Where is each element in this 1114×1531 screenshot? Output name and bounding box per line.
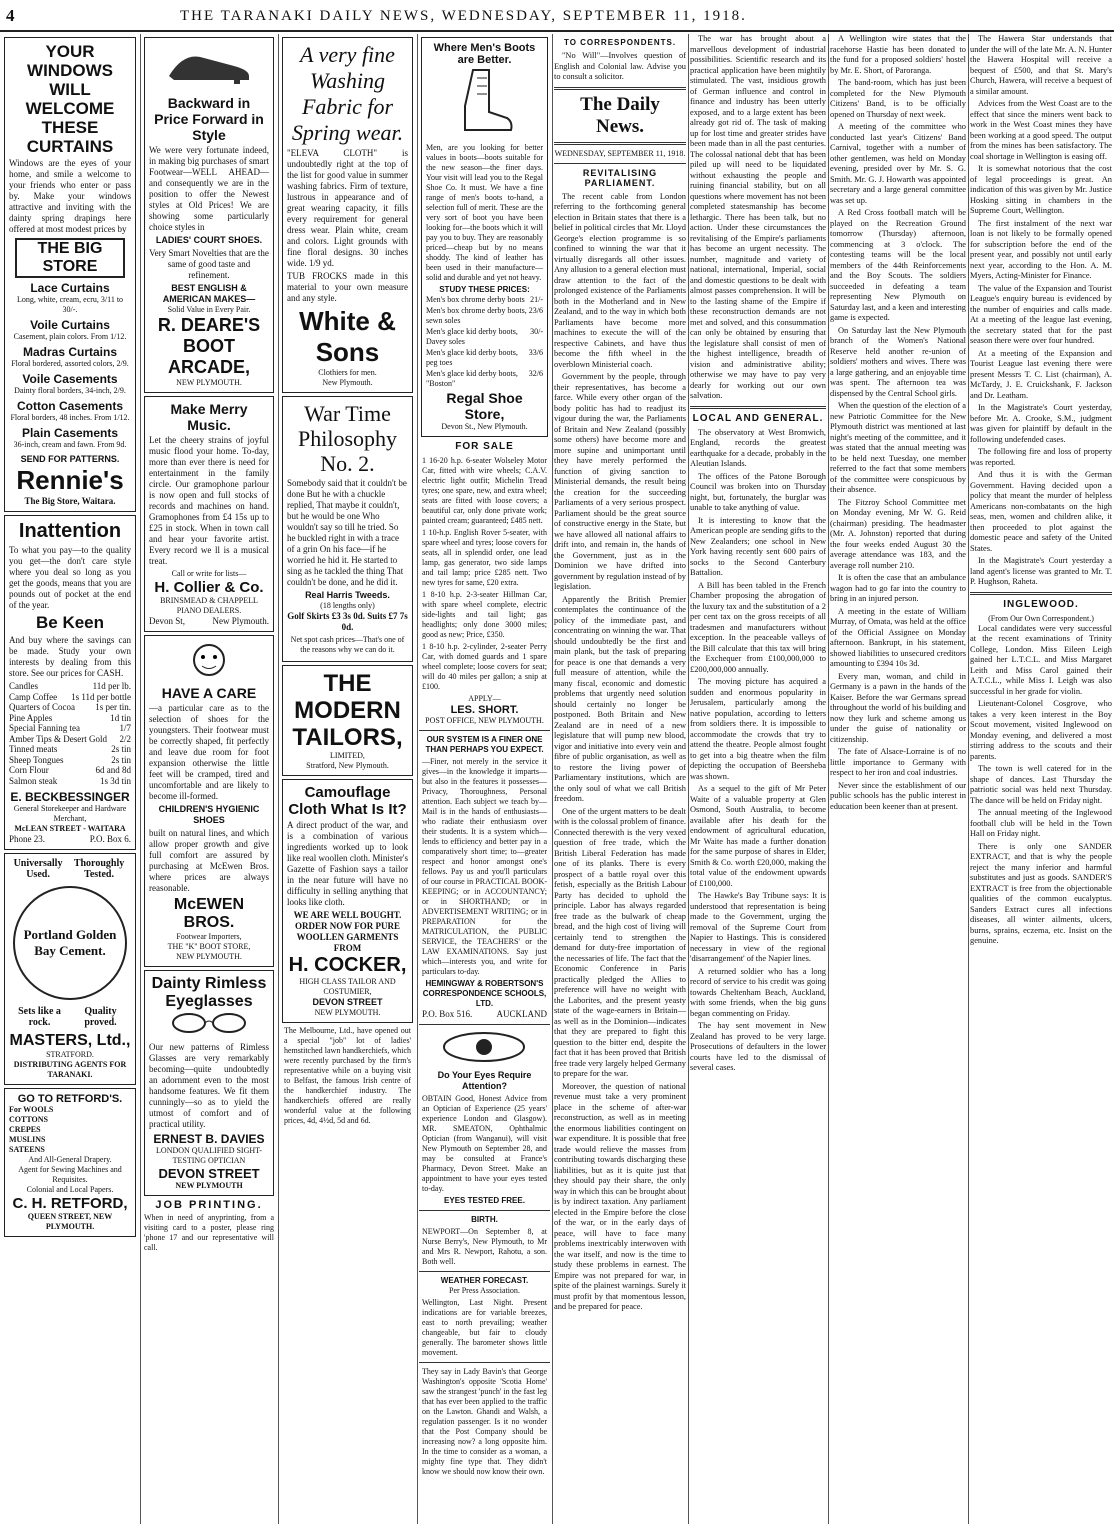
collier-sub: BRINSMEAD & CHAPPELL PIANO DEALERS.: [160, 596, 258, 615]
regal-price-item: Men's box chrome derby boots: [426, 295, 525, 304]
masters-agents: DISTRIBUTING AGENTS FOR TARANAKI.: [13, 1060, 127, 1079]
merchant-address: McLEAN STREET - WAITARA: [14, 824, 126, 833]
deare-town: NEW PLYMOUTH.: [176, 378, 242, 387]
price-value: 1s 3d tin: [99, 775, 131, 786]
regal-price-value: 21/-: [530, 295, 543, 304]
local-paragraph: When the question of the election of a new Patriotic Committee for the New Plymouth district was mentioned at last night's meeting of the committee, and it was stated that the annual meeting was to be held next Tuesday, one member referred to the fact that some members of the committee were conspicuous by their absence.: [830, 401, 966, 494]
news-paragraph: Advices from the West Coast are to the effect that since the miners went back to work in the West Coast mines they have been working at a good speed. The output from the mines has been satisfactory. The coal shortage in Wellington is easing off.: [970, 99, 1112, 161]
local-items: [830, 34, 966, 812]
davies-town: NEW PLYMOUTH: [175, 1181, 243, 1190]
deare-ad: [144, 37, 274, 393]
editorial-headline: REVITALISING PARLIAMENT.: [582, 167, 658, 188]
cocker-sub: HIGH CLASS TAILOR AND COSTUMIER,: [299, 977, 396, 996]
merchant-box: P.O. Box 6.: [89, 834, 131, 844]
printing-headline: JOB PRINTING.: [155, 1199, 263, 1211]
inglewood-paragraph: There is only one SANDER EXTRACT, and that is why the people reject the many inferior and harmful substitutes and just as goods. SANDER'S EXTRACT is free from the objectionable qualities of the common eucalyptus. Sanders Extract cures all infections diseases, all winter ailments, ulcers, burns, sprains, eczema, etc. Insist on the genuine.: [970, 841, 1112, 945]
boot-icon: [455, 66, 515, 136]
price-row: [9, 734, 131, 745]
price-value: 2/2: [119, 733, 131, 744]
cement-right: Thoroughly Tested.: [73, 858, 125, 880]
price-item: Candles: [9, 681, 38, 691]
regal-street: Devon St., New Plymouth.: [441, 421, 528, 431]
regal-price-list: [426, 295, 543, 390]
local-paragraph: The observatory at West Bromwich, England, records the greatest earthquake for a decade, probably in the Aleutian Islands.: [690, 427, 826, 468]
inglewood-paragraph: The town is well catered for in the shape of dances. Last Thursday the patriotic social was held next Thursday. The dance will be held on Friday night.: [970, 764, 1112, 805]
inattention-ad: [4, 515, 136, 850]
curtain-item-name: Voile Curtains: [30, 318, 110, 332]
cocker-street: DEVON STREET: [312, 997, 383, 1007]
forsale-item: 1 10-h.p. English Rover 5-seater, with spare wheel and tyres; loose covers for seats, all in splendid order, one lead lamp, gas generator, two side lamps and tail lamp; price £285 nett. Two new tyres for same, £20 extra.: [422, 527, 547, 587]
eyes-ad: [422, 1029, 547, 1206]
local-general-headline: LOCAL AND GENERAL.: [692, 412, 824, 424]
davies-name: ERNEST B. DAVIES: [153, 1132, 265, 1146]
column-2: [142, 34, 276, 1524]
modern-tailors-ad: [282, 665, 413, 776]
column-rule: [968, 34, 969, 1524]
inglewood-paragraph: Local candidates were very successful at the recent examinations of Trinity College, London. Miss Eileen Leigh gained her L.T.C.L. and Miss Margaret Leith and Miss Carol gained their A.T.C.L., while Miss I. Leigh was also successful in her grade for violin.: [970, 623, 1112, 696]
mcewen-body2: built on natural lines, and which allow proper growth and give full comfort are assured by purchasing at McEwen Bros. where prices are always reasonable.: [149, 828, 269, 893]
curtains-list: [9, 281, 131, 450]
retford-drapery: And All-General Drapery.: [28, 1155, 112, 1164]
retford-papers: Colonial and Local Papers.: [26, 1185, 114, 1194]
retford-list: [9, 1105, 131, 1155]
editorial-paragraph: The war has brought about a marvellous development of industrial possibilities. Scientific research and its practical application have been mightily stimulated. The vast, insidious growth of German influence and control in finance and industry has been utterly exposed, and to a large extent has been already got rid of. The task of making up for lost time and greater strides have been made than in all the past centuries. The colossal national debt that has been piled up will need to be liquidated without exhausting the people and ruining financial stability, but on all questions where movement has not been completed statesmanship has become lethargic. There has been talk, but no action. Under these circumstances the revitalising of the Empire's parliaments has become an urgent necessity. The number, magnitude and variety of national, international, Imperial, social and domestic questions to be dealt with almost passes comprehension. It will be to the lasting shame of the Empire if these reconstruction demands are not met and solved, and this consummation can only be obtained by ensuring that the legislature shall consist of men of the highest intelligence, breadth of vision and administrative ability; otherwise we may have to pay very dearly for working out our own salvation.: [690, 34, 826, 400]
short-prices: Golf Skirts £3 3s 0d. Suits £7 7s 0d.: [287, 611, 408, 632]
merchant-phone: Phone 23.: [9, 834, 45, 844]
curtains-headline: YOUR WINDOWS WILL WELCOME THESE CURTAINS: [25, 42, 115, 156]
curtain-item-name: Plain Casements: [21, 426, 119, 440]
price-value: 11d per lb.: [92, 681, 131, 691]
local-paragraph: The Fitzroy School Committee met on Monday evening, Mr W. G. Reid (chairman) presiding. The headmaster (Mr. A. Johnston) reported that during the four weeks ended August 30 the average attendance was 183, and the average roll number 210.: [830, 497, 966, 570]
weather-sub: Per Press Association.: [449, 1285, 520, 1295]
local-paragraph: A meeting in the estate of William Murray, of Omata, was held at the office of the Official Assignee on Monday afternoon. Bankrupt, in his statement, showed liabilities to unsecured creditors amounting to £394 10s 3d.: [830, 606, 966, 668]
forsale-list: [422, 456, 547, 692]
cocker-name: H. COCKER,: [288, 954, 407, 976]
news-paragraph: The value of the Expansion and Tourist League's enquiry bureau is evidenced by the number of enquiries and calls made. At a meeting of the league last evening, the secretary stated that for the past season there were over four hundred.: [970, 283, 1112, 345]
column-1: [2, 34, 138, 1524]
send-patterns: SEND FOR PATTERNS.: [20, 454, 120, 464]
birth-headline: BIRTH.: [471, 1214, 498, 1224]
forsale-office: POST OFFICE, NEW PLYMOUTH.: [425, 715, 544, 725]
regal-price-row: [426, 306, 543, 327]
price-item: Special Fanning tea: [9, 723, 80, 733]
white-town: New Plymouth.: [322, 378, 373, 387]
deare-headline: Backward in Price Forward in Style: [154, 95, 264, 143]
birth-body: NEWPORT—On September 8, at Nurse Berry's, New Plymouth, to Mr and Mrs R. Newport, Rahotu, a son. Both well.: [422, 1226, 547, 1266]
retford-line: MUSLINS: [9, 1135, 46, 1144]
editorial-paragraph: One of the urgent matters to be dealt with is the colossal problem of finance. Connected therewith is the very vexed question of free trade, which the British Liberal Federation has made one of its planks. There is every prospect of a battle royal over this fetish, especially as the British Labour Party has decided to uphold the principle. Labor has always regarded free trade as the bulwark of cheap bread, and the high cost of living will certainly tend to strengthen the demand for duty-free importation of the necessaries of life. The fact that the Economic Conference in Paris practically pledged the Allies to preference will have no weight with the Laborites, and the present yeasty state of the wage-earners in Britain—as well as in the Dominion—indicates that they are prepared to fight this question to the bitter end, despite the fact that it has been proved that British free trade very largely helped Germany to prepare for the war.: [554, 806, 686, 1078]
local-paragraph: A Bill has been tabled in the French Chamber proposing the abrogation of the luxury tax and the substitution of a 2 per cent tax on the gross receipts of all tradesmen and manufacturers without exception. In the peaceable valleys of the Bill calculate that this tax will bring the Exchequer from £100,000,000 to £200,000,000 annually.: [690, 580, 826, 674]
column-6: [690, 34, 826, 1524]
regal-body: Men, are you looking for better values in boots—boots suitable for the new season—the finer days. Your visit will lead you to the Regal Shoe Co. It must. We have a fine range of men's boots to-hand, a selection full of merit. These are the very sort of boot you have been looking for—the boots which it will pay you to buy. They are reasonably priced—cheap but by no means shoddy. The kind of leather has been used in their manufacture—solid and durable and yet not heavy.: [426, 143, 543, 282]
regal-study: STUDY THESE PRICES:: [439, 285, 530, 294]
shoe-icon: [164, 46, 254, 86]
column-rule: [828, 34, 829, 1524]
eyes-tested: EYES TESTED FREE.: [444, 1195, 525, 1205]
hemingway-ad: [422, 735, 547, 1020]
editorial-continued: [690, 34, 826, 402]
retford-line: SATEENS: [9, 1145, 45, 1154]
rennies-sub: The Big Store, Waitara.: [24, 496, 116, 506]
mcewen-ad: [144, 635, 274, 967]
davies-ad: [144, 970, 274, 1196]
inglewood-paragraph: The annual meeting of the Inglewood football club will be held in the Town Hall on Friday night.: [970, 808, 1112, 838]
inglewood-body: [970, 624, 1112, 947]
editorial-paragraph: Moreover, the question of national revenue must take a very prominent place in the scheme of after-war reconstruction, as well as in meeting the enormous liabilities contingent on war expenditure. It is possible that free trade would relieve the masses from contributing towards discharging these liabilities, but as it is quite just that they should pay their share, the only way in which this can be brought about is by indirect taxation. Any parliament elected in the Empire before the close of the war, or in the early days of peace, will have to face many problems inextricably interwoven with the war itself, and now is the time to study these problems in earnest. The Empire was not prepared for war, in spite of the plainest warnings. Surely it must profit by that momentous lesson, and be prepared for peace.: [554, 1081, 686, 1311]
regal-price-row: [426, 348, 543, 369]
regal-price-row: [426, 369, 543, 390]
corr-body: "No Will"—Involves question of English and Colonial law. Advise you to consult a solicitor.: [554, 51, 686, 81]
hemingway-town: AUCKLAND: [496, 1008, 547, 1019]
davies-body: Our new patterns of Rimless Glasses are very remarkably becoming—quite undoubtedly an adornment even to the most handsome features. We fit them cunningly—so as to yield the utmost of comfort and of practical utility.: [149, 1042, 269, 1129]
curtain-item-desc: 36-inch, cream and fawn. From 9d.: [13, 440, 127, 449]
column-8: [970, 34, 1112, 1524]
column-3: [280, 34, 415, 1524]
news-paragraph: In the Magistrate's Court yesterday, before Mr. A. Crooke, S.M., judgment was given for plaintiff by default in the following undefended cases.: [970, 403, 1112, 444]
local-paragraph: The hay sent movement in New Zealand has proved to be very large. Prosecutions of defaulters in the lower courts have led to the dismissal of several cases.: [690, 1021, 826, 1072]
editorial-body: [554, 192, 686, 1313]
regal-price-value: 30/-: [530, 326, 543, 336]
price-item: Salmon steak: [9, 775, 58, 786]
cement-circle: Portland Golden Bay Cement.: [13, 886, 127, 1000]
column-rule: [278, 34, 279, 1524]
hemingway-headline: OUR SYSTEM IS A FINER ONE THAN PERHAPS YOU EXPECT.: [425, 734, 544, 754]
mcewen-sub: CHILDREN'S HYGIENIC SHOES: [158, 804, 260, 825]
forsale-item: 1 16-20 h.p. 6-seater Wolseley Motor Car, fitted with wire wheels; C.A.V. electric light outfit; Michelin Tread tyres; one spare, new, and extra wheel; seats are fitted with loose covers; a beautiful car, only done private work; painted cream; guaranteed; £485 nett.: [422, 455, 547, 525]
modern-towns: Stratford, New Plymouth.: [306, 761, 389, 770]
mcewen-town: NEW PLYMOUTH.: [176, 952, 242, 961]
collier-body: Let the cheery strains of joyful music flood your home. To-day, more than ever there is need for entertainment in the family circle. Our gramophone parlour is now open and full stocks of records and machines on hand. Gramophones from £4 15s up to £25 in stock. When in town call and hear your favorite artist. Every record we ll is a musical treat.: [149, 435, 269, 566]
curtain-item-desc: Floral bordered, assorted colors, 2/9.: [11, 359, 129, 368]
regal-price-row: [426, 327, 543, 348]
regal-price-value: 32/6: [528, 368, 543, 378]
weather-body: Wellington, Last Night. Present indications are for variable breezes, east to north prevailing; weather changeable, but fair to cloudy generally. The barometer shows little movement.: [422, 1297, 547, 1357]
item-body: They say in Lady Bavin's that George Washington's opposite 'Scotia Home' saw the strangest 'punch' in the fast leg that has ever been applied to the traffic on the Lawton. Ghandi and Walsh, a regulation passenger. Is it no wonder that the Post Company should be increasing now? a long opposite him. In the time to consider as a woman, a mighty fine type that. They didn't know we should now know their own.: [422, 1366, 547, 1476]
retford-agent: Agent for Sewing Machines and Requisites.: [18, 1165, 122, 1184]
regal-price-row: [426, 295, 543, 306]
retford-line: CREPES: [9, 1125, 41, 1134]
inglewood-paragraph: Lieutenant-Colonel Cosgrove, who takes a very keen interest in the Boy Scout movement, visited Inglewood on Monday evening, and delivered a most stirring address to the scouts and their parents.: [970, 699, 1112, 761]
forsale-item: 1 8-10 h.p. 2-3-seater Hillman Car, with spare wheel complete, electric side-lights and tail light; gas headlights; only done 3000 miles; good as new; Price, £350.: [422, 589, 547, 639]
white-sons-ad: [282, 37, 413, 393]
cement-left2: Sets like a rock.: [18, 1006, 61, 1028]
price-item: Tinned meats: [9, 744, 58, 754]
price-item: Camp Coffee: [9, 691, 58, 702]
curtain-item-desc: Floral borders, 48 inches. From 1/12.: [10, 413, 130, 422]
printing-ad: [144, 1199, 274, 1253]
white-sub: Clothiers for men.: [318, 368, 377, 377]
hemingway-box: P.O. Box 516.: [422, 1008, 473, 1019]
hemingway-name: HEMINGWAY & ROBERTSON'S CORRESPONDENCE SCHOOLS, LTD.: [422, 978, 547, 1008]
mcewen-headline: HAVE A CARE: [161, 685, 257, 701]
curtain-item-desc: Long, white, cream, ecru, 3/11 to 30/-.: [16, 295, 124, 314]
mcewen-name: McEWEN BROS.: [173, 896, 245, 931]
inattention-headline: Inattention: [18, 520, 122, 542]
price-item: Pine Apples: [9, 712, 53, 723]
white-sons-logo: White & Sons: [299, 306, 396, 367]
white-body: "ELEVA CLOTH" is undoubtedly right at the top of the list for good value in summer washing fabrics. Firm of texture, lustrous in appearance and of great wearing capacity, it fills every requirement for general dress wear. Plain white, cream and colors. Light grounds with fine floral designs. 30 inches wide. 1/9 yd.: [287, 148, 408, 268]
news-items: [970, 34, 1112, 588]
curtain-item-desc: Casement, plain colors. From 1/12.: [13, 332, 127, 341]
inglewood-headline: INGLEWOOD.: [1003, 598, 1079, 610]
price-list: [9, 681, 131, 786]
collier-name: H. Collier & Co.: [154, 579, 264, 596]
masters-town: STRATFORD.: [46, 1050, 94, 1059]
local-paragraph: The offices of the Patone Borough Council was broken into on Thursday night, but, fortunately, the burglar was unable to take anything of value.: [690, 471, 826, 512]
column-rule: [417, 34, 418, 1524]
local-paragraph: The moving picture has acquired a sudden and enormous popularity in Jerusalem, particularly among the native population, according to letters from soldiers there. It is impossible to accommodate the crowds that try to attend the theatre. People almost fought to get into a big theatre when the film depicting the occupation of Beersheba was shown.: [690, 677, 826, 781]
local-paragraph: A returned soldier who has a long record of service to his credit was going towards Cheltenham Beach, Auckland, with some friends, when the big guns began commenting on Friday.: [690, 966, 826, 1018]
column-rule: [552, 34, 553, 1524]
price-value: 1s per tin.: [95, 702, 131, 712]
modern-sub: LIMITED,: [330, 751, 365, 760]
local-paragraph: It is interesting to know that the American people are sending gifts to the New Zealanders; one school in New York having recently sent 600 pairs of socks to the Second Canterbury Battalion.: [690, 515, 826, 577]
column-rule: [688, 34, 689, 1524]
column-5: [554, 34, 686, 1524]
big-store-logo: THE BIG STORE: [15, 238, 125, 278]
davies-sub: LONDON QUALIFIED SIGHT-TESTING OPTICIAN: [156, 1146, 262, 1165]
curtains-ad: [4, 37, 136, 512]
retford-headline: GO TO RETFORD'S.: [17, 1093, 123, 1105]
retford-ad: [4, 1088, 136, 1237]
deare-sub: LADIES' COURT SHOES.: [155, 235, 263, 245]
price-value: 1d tin: [110, 712, 131, 723]
melbourne-notice: The Melbourne, Ltd., have opened out a special "job" lot of ladies' hemstitched lawn handkerchiefs, which were recently purchased by the firm's representative while on a buying visit to Belfast, the famous Irish centre of the handkerchief industry. The handkerchiefs offered are really wonderful value at the following prices, 4d, 4½d, 5d and 6d.: [284, 1026, 411, 1125]
masters-name: MASTERS, Ltd.,: [9, 1032, 131, 1049]
cement-ad: [4, 853, 136, 1085]
mcewen-sub2: Footwear Importers,: [176, 932, 242, 941]
davies-headline: Dainty Rimless Eyeglasses: [151, 975, 267, 1010]
price-row: [9, 702, 131, 713]
news-paragraph: The Hawera Star understands that under the will of the late Mr. A. N. Hunter the Hawera Hospital will receive a bequest of £500, and that St. Mary's Church, Hawera, will receive a bequest of a similar amount.: [970, 34, 1112, 96]
regal-headline: Where Men's Boots are Better.: [433, 42, 536, 66]
daily-news-title: The Daily News.: [580, 93, 660, 137]
curtain-item-name: Voile Casements: [22, 372, 118, 386]
local-paragraph: A Red Cross football match will be played on the Recreation Ground tomorrow (Thursday) afternoon, commencing at 3 o'clock. The contesting teams will be the local members of the 44th Reinforcements and the Boy Scouts. The soldiers succeeded in defeating a team representing New Plymouth on Saturday last, and a keen and interesting game is expected.: [830, 208, 966, 322]
column-rule: [140, 34, 141, 1524]
dateline: WEDNESDAY, SEPTEMBER 11, 1918.: [554, 148, 686, 158]
eyes-body: OBTAIN Good, Honest Advice from an Optician of Experience (25 years' experience London and Glasgow). MR. SMEATON, Ophthalmic Optician (from Wanganui), will visit New Plymouth on September 28, and may be consulted at France's Pharmacy, Devon Street. Make an appointment to have your eyes tested to-day.: [422, 1093, 547, 1193]
deare-makers: BEST ENGLISH & AMERICAN MAKES—: [162, 283, 256, 304]
cement-left: Universally Used.: [13, 858, 63, 880]
regal-price-item: Men's glace kid derby boots, Davey soles: [426, 326, 518, 346]
deare-body: We were very fortunate indeed, in making big purchases of smart Footwear—WELL AHEAD—and consequently we are in the position to offer the Newest styles at Old Prices! We are showing some particularly choice styles in: [149, 145, 269, 232]
retford-street: QUEEN STREET, NEW PLYMOUTH.: [27, 1212, 113, 1231]
mcewen-store: THE "K" BOOT STORE,: [167, 942, 251, 951]
news-paragraph: It is somewhat notorious that the cost of legal proceedings is great. An indication of this was given by Mr. Justice Hosking sitting in chambers in the Supreme Court, Wellington.: [970, 164, 1112, 215]
local-paragraph: The fate of Alsace-Lorraine is of no little importance to Germany with respect to her iron and coal industries.: [830, 747, 966, 777]
price-item: Corn Flour: [9, 765, 49, 775]
forsale-section: [422, 441, 547, 726]
price-row: [9, 681, 131, 692]
be-keen-body: And buy where the savings can be made. Study your own interests by dealing from this store. See our prices for CASH.: [9, 635, 131, 678]
cocker-town: NEW PLYMOUTH.: [314, 1008, 381, 1017]
price-value: 2s tin: [111, 744, 131, 754]
inglewood-sub: (From Our Own Correspondent.): [988, 613, 1094, 623]
weather-headline: WEATHER FORECAST.: [440, 1275, 529, 1285]
curtain-item-desc: Dainty floral borders, 34-inch, 2/9.: [14, 386, 126, 395]
price-row: [9, 755, 131, 766]
price-item: Quarters of Cocoa: [9, 702, 75, 712]
price-row: [9, 692, 131, 703]
retford-line: COTTONS: [9, 1115, 48, 1124]
printing-body: When in need of anyprinting, from a visiting card to a poster, please ring 'phone 17 and our representative will call.: [144, 1213, 274, 1252]
retford-line: For WOOLS: [9, 1105, 54, 1114]
beckbessinger-name: E. BECKBESSINGER: [10, 790, 130, 804]
local-paragraph: Every man, woman, and child in Germany is a pawn in the hands of the Kaiser. Before the war Germans spread throughout the world of his building and now they lurk and scheme among us under the guise of nationality or citizenship.: [830, 671, 966, 744]
cocker-claim: WE ARE WELL BOUGHT. ORDER NOW FOR PURE WOOLLEN GARMENTS FROM: [293, 910, 402, 953]
eye-icon: [422, 1029, 547, 1065]
collier-town: New Plymouth.: [212, 616, 269, 626]
mcewen-body: —a particular care as to the selection of shoes for the youngsters. Their footwear must be correctly shaped, fit perfectly and leave due room for foot expansion otherwise the little feet will be cramped, tired and uncomfortable and are likely to become ill-formed.: [149, 703, 269, 801]
retford-name: C. H. RETFORD,: [12, 1195, 128, 1212]
curtain-item-name: Lace Curtains: [30, 281, 110, 295]
local-paragraph: The band-room, which has just been completed for the New Plymouth Citizens' Band, is to be officially opened on Thursday of next week.: [830, 78, 966, 119]
white-tub: TUB FROCKS made in this material to your own measure and any style.: [287, 271, 408, 303]
price-value: 6d and 8d: [95, 765, 131, 775]
hemingway-body: —Finer, not merely in the service it gives—in the knowledge it imparts—but also in the features it possesses—Privacy, Thoroughness, Personal attention. Each subject we teach by—Mail is in the hands of enthusiasts—who radiate their enthusiasm over their students. It is a system which—lends to efficiency and better pay in a comparatively short time; to—greater respect and honor amongst one's fellows. Pay us and you'll particulars of our course in PRACTICAL BOOK-KEEPING; or in ACCOUNTANCY; or in SHORTHAND; or in ADVERTISEMENT WRITING; or in PREPARATION for the MATRICULATION, the PUBLIC SERVICE, the TEACHERS' or the LAW EXAMINATIONS. Say just which—interests you, and write for particulars to-day.: [422, 756, 547, 976]
news-paragraph: The first instalment of the next war loan is not likely to be formally opened for subscription before the end of the present year, and possibly not until early next year, according to the Hon. A. M. Myers, Acting-Minister for Finance.: [970, 218, 1112, 280]
editorial-paragraph: The recent cable from London referring to the forthcoming general election in Britain states that there is a belief in political circles that Mr. Lloyd George's election programme is so confined to winning the war that it virtually disregards all other issues. Any allusion to a general election must draw attention to the fact of the prolonged existence of the Parliaments both in the Motherland and in New Zealand, and to the way in which both Parliaments have become more machines to execute the will of the respective Cabinets, and have thus become the fifth wheel in the overblown Ministerial coach.: [554, 191, 686, 369]
local-paragraph: As a sequel to the gift of Mr Peter Waite of a valuable property at Glen Osmond, South Australia, to become available after his death for the endowment of agricultural education, Mr Waite has made a further donation for the same purpose of shares in Elder, Smith & Co. worth £20,000, making the total value of the endowment upwards of £100,000.: [690, 784, 826, 888]
regal-name: Regal Shoe Store,: [446, 389, 523, 422]
be-keen: Be Keen: [35, 613, 105, 632]
masthead-title: THE TARANAKI DAILY NEWS, WEDNESDAY, SEPTEMBER 11, 1918.: [180, 8, 747, 24]
child-portrait-icon: [169, 640, 249, 680]
forsale-name: LES. SHORT.: [450, 703, 519, 716]
curtain-item-name: Madras Curtains: [22, 345, 118, 359]
price-value: 1/7: [119, 723, 131, 733]
short-body: Net spot cash prices—That's one of the reasons why we can do it.: [290, 635, 405, 654]
white-headline: A very fine Washing Fabric for Spring wear.: [291, 42, 404, 145]
modern-headline: THE MODERN TAILORS,: [292, 670, 403, 751]
price-value: 2s tin: [111, 754, 131, 765]
cement-right2: Quality proved.: [84, 1006, 117, 1028]
price-value: 1s 11d per bottle: [71, 691, 131, 702]
short-poem: Somebody said that it couldn't be done But he with a chuckle replied, That maybe it couldn't, but he would be one Who wouldn't say so till he tried. So he buckled right in with a trace of a grin On his face—if he worried he hid it. He started to sing as he tackled the thing That couldn't be done, and he did it.: [287, 478, 407, 587]
price-row: [9, 765, 131, 776]
price-item: Sheep Tongues: [9, 754, 64, 765]
news-paragraph: The following fire and loss of property was reported.: [970, 447, 1112, 467]
news-paragraph: At a meeting of the Expansion and Tourist League last evening there were present Messrs T. C. List (chairman), A. McTardy, J. E. Cruickshank, F. Jackson and Dr. Leatham.: [970, 348, 1112, 400]
local-paragraph: A meeting of the committee who conducted last year's Citizens' Band Carnival, together with a number of other gentlemen, was held on Monday evening, presided over by Mr. S. G. Smith. Mr. G. J. Howarth was appointed secretary and a large general committee was set up.: [830, 122, 966, 205]
cocker-ad: [282, 779, 413, 1023]
masthead: [0, 0, 1114, 32]
short-tweeds-sub: (18 lengths only): [320, 601, 375, 610]
regal-price-item: Men's glace kid derby boots, "Boston": [426, 368, 518, 388]
news-paragraph: And thus it is with the German Government. Having decided upon a policy that meant the murder of helpless Americans non-combatants on the high seas, men, women and children alike, it then proceeded to plot against the domestic peace and safety of the United States.: [970, 470, 1112, 553]
davies-street: DEVON STREET: [158, 1166, 260, 1181]
corr-headline: TO CORRESPONDENTS.: [563, 38, 677, 47]
price-row: [9, 744, 131, 755]
regal-ad: [421, 37, 548, 437]
deare-name: R. DEARE'S BOOT ARCADE,: [157, 315, 261, 377]
collier-street: Devon St,: [149, 616, 185, 626]
forsale-apply: APPLY—: [468, 693, 501, 703]
collier-ad: [144, 396, 274, 632]
forsale-item: 1 8-10 h.p. 2-cylinder, 2-seater Perry Car, with domed guards and 1 spare wheel complete; loose covers for seat; will do 40 miles per gallon; a snip at £100.: [422, 641, 547, 691]
curtains-intro: Windows are the eyes of your home, and smile a welcome to your friends who enter or pass by. Make your windows attractive and inviting with the dainty spring drapings here offered at most modest prices by: [9, 158, 131, 234]
column-7: [830, 34, 966, 1524]
news-paragraph: In the Magistrate's Court yesterday a land agent's license was granted to Mr. T. P. Hughson, Raheta.: [970, 556, 1112, 586]
eyes-headline: Do Your Eyes Require Attention?: [437, 1069, 532, 1091]
local-paragraph: On Saturday last the New Plymouth branch of the Women's National Reserve held another re-union of soldiers' mothers and wives. There was a large gathering, and an enjoyable time was spent. The afternoon tea was dispensed by the Central School girls.: [830, 325, 966, 398]
local-paragraph: The Hawke's Bay Tribune says: It is understood that representation is being made to the Government, urging the removal of the Supreme Court from Napier to Hastings. This is considered necessary in view of the regional 'disarrangement' of the Napier lines.: [690, 891, 826, 963]
cocker-body: A direct product of the war, and is a combination of various ingredients worked up to look like real woollen cloth. Minister's Gazette of Fashion says a tailor in the near future will have no difficulty in selling anything that looks like cloth.: [287, 820, 408, 907]
deare-value: Solid Value in Every Pair.: [167, 305, 251, 314]
regal-price-value: 23/6: [528, 305, 543, 315]
price-row: [9, 776, 131, 787]
short-headline: War Time Philosophy No. 2.: [297, 401, 398, 476]
forsale-headline: FOR SALE: [455, 440, 514, 452]
local-paragraph: A Wellington wire states that the racehorse Hastie has been donated to the fund for a proposed soldiers' hostel by Mr. E. Short, of Paroranga.: [830, 34, 966, 75]
local-general-body: [690, 428, 826, 1074]
short-ad: [282, 396, 413, 662]
rennies-logo: Rennie's: [16, 465, 124, 495]
price-item: Amber Tips & Desert Gold: [9, 733, 108, 744]
collier-headline: Make Merry Music.: [170, 401, 248, 433]
eyeglasses-icon: [164, 1011, 254, 1035]
regal-price-item: Men's box chrome derby boots, sewn soles: [426, 305, 527, 325]
cocker-headline: Camouflage Cloth What Is It?: [288, 784, 407, 818]
editorial-paragraph: Apparently the British Premier contemplates the continuance of the policy of the immediate past, and concentrating on winning the war. That should undoubtedly be the first and main plank, but the task of preparing for peace is one that demands a very full measure of attention, while the many fiscal, economic and domestic problems that urgently need solution should certainly no longer be postponed. Both Britain and New Zealand are in need of a new legislature that will pump new blood, vigor and initiative into every vein and fibre of public organisation, as well as to restore the living power of Parliamentary institutions, which are the only soul of what we call British freedom.: [554, 594, 686, 803]
merchant-sub: General Storekeeper and Hardware Merchant,: [13, 804, 127, 823]
local-paragraph: It is often the case that an ambulance wagon had to go far into the country to bring in an injured person.: [830, 573, 966, 603]
deare-body2: Very Smart Novelties that are the same of good taste and refinement.: [149, 248, 269, 280]
short-tweeds: Real Harris Tweeds.: [305, 590, 390, 600]
local-paragraph: Never since the establishment of our public schools has the public interest in education been keener than at present.: [830, 780, 966, 811]
price-row: [9, 723, 131, 734]
collier-call: Call or write for lists—: [171, 569, 247, 578]
editorial-paragraph: Government by the people, through their representatives, has become a farce. While every other organ of the body politic has had to readjust its vigour during the war, the Parliaments of Britain and New Zealand (possibly some others) have become more and more supine and unimportant until they have merely performed the function of giving sanction to Ministerial demands, the result being the creation for the succeeding Parliaments of a very serious prospect. Parliament should be the great source of constructive energy in the State, but we have allowed all national affairs to drift into, and remain in, the hands of the Government, just as in the Dominion we have drifted into government by regulation instead of by legislation.: [554, 372, 686, 591]
regal-price-item: Men's glace kid derby boots, peg toes: [426, 347, 518, 367]
price-row: [9, 713, 131, 724]
curtain-item-name: Cotton Casements: [16, 399, 123, 413]
inattention-body: To what you pay—to the quality you get—the don't care style where you deal so long as you get the goods, means that you are pounds out of pocket at the end of the year.: [9, 545, 131, 610]
regal-price-value: 33/6: [528, 347, 543, 357]
page-number: 4: [6, 6, 15, 25]
column-4: [419, 34, 550, 1524]
